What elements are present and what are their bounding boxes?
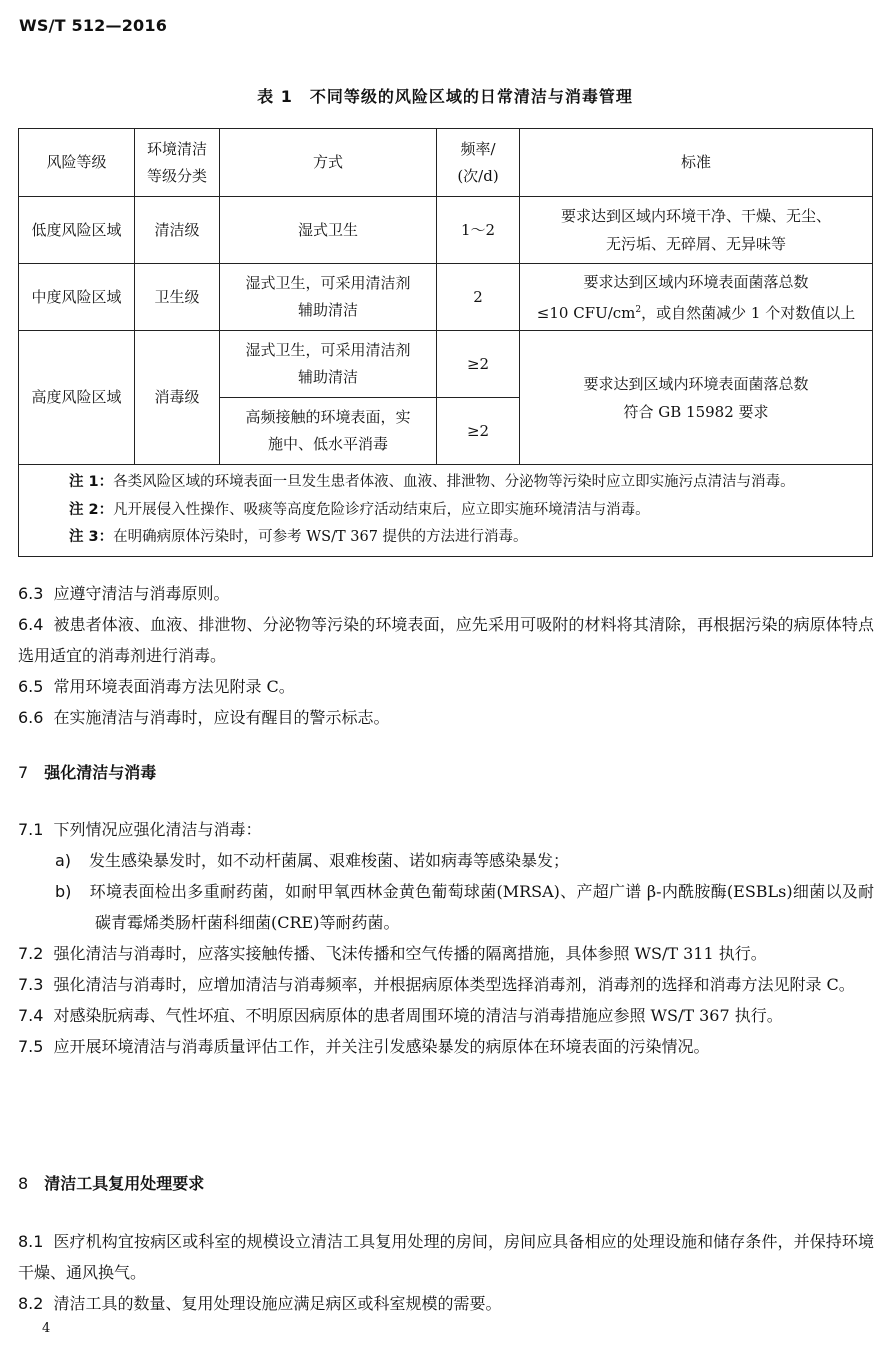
- clause-text: 应遵守清洁与消毒原则。: [53, 584, 230, 603]
- mid-standard: [520, 264, 873, 331]
- clause-7-5: [18, 1031, 874, 1062]
- mid-standard-unit-exponent: 2: [635, 304, 642, 315]
- table-note-2: [69, 497, 872, 525]
- clause-number: 6.6: [18, 708, 44, 727]
- high-standard-line2: 符合 GB 15982 要求: [623, 402, 769, 421]
- note-3-label: 注 3：: [69, 529, 114, 545]
- mid-cleaning-class: 卫生级: [135, 264, 220, 331]
- clause-8-1: [18, 1226, 874, 1288]
- section-6-clauses: [18, 578, 874, 733]
- high-method-1-line2: 辅助清洁: [297, 368, 358, 386]
- table-row-mid-risk: [19, 264, 873, 331]
- clause-7-4: [18, 1000, 874, 1031]
- clause-text: 下列情况应强化清洁与消毒：: [53, 820, 262, 839]
- clause-text: 常用环境表面消毒方法见附录 C。: [53, 677, 295, 696]
- page-number: 4: [42, 1321, 51, 1336]
- high-risk-level: 高度风险区域: [19, 331, 135, 465]
- section-7-clauses: [18, 814, 874, 1062]
- section-8-clauses: [18, 1226, 874, 1319]
- section-title: 清洁工具复用处理要求: [44, 1174, 205, 1193]
- clause-number: 7.5: [18, 1037, 44, 1056]
- clause-number: 6.5: [18, 677, 44, 696]
- note-1-label: 注 1：: [69, 474, 114, 490]
- high-method-2-line2: 施中、低水平消毒: [267, 435, 388, 453]
- clause-number: 7.4: [18, 1006, 44, 1025]
- clause-6-3: [18, 578, 874, 609]
- mid-standard-alt: ，或自然菌减少 1 个对数值以上: [641, 303, 856, 322]
- low-frequency: 1～2: [437, 197, 520, 264]
- header-class-line2: 等级分类: [146, 166, 207, 185]
- section-number: 7: [18, 763, 29, 782]
- table-note-1: [69, 469, 872, 497]
- header-standard: 标准: [520, 129, 873, 197]
- table-row-high-risk-1: [19, 331, 873, 398]
- mid-standard-limit: ≤10 CFU/cm: [536, 303, 636, 322]
- clause-number: 6.3: [18, 584, 44, 603]
- low-standard: [520, 197, 873, 264]
- clause-text: 应开展环境清洁与消毒质量评估工作，并关注引发感染暴发的病原体在环境表面的污染情况。: [53, 1037, 710, 1056]
- high-cleaning-class: 消毒级: [135, 331, 220, 465]
- header-cleaning-class: [135, 129, 220, 197]
- mid-standard-line1: 要求达到区域内环境表面菌落总数: [583, 272, 809, 291]
- high-standard: [520, 331, 873, 465]
- low-standard-line2: 无污垢、无碎屑、无异味等: [605, 235, 786, 253]
- clause-text: 强化清洁与消毒时，应落实接触传播、飞沫传播和空气传播的隔离措施，具体参照 WS/T 311 执行。: [53, 944, 767, 963]
- table-title: 表 1 不同等级的风险区域的日常清洁与消毒管理: [257, 87, 633, 106]
- table-row-low-risk: [19, 197, 873, 264]
- clause-text: 对感染朊病毒、气性坏疽、不明原因病原体的患者周围环境的清洁与消毒措施应参照 WS/T 367 执行。: [53, 1006, 783, 1025]
- table-header-row: [19, 129, 873, 197]
- high-frequency-1: ≥2: [437, 331, 520, 398]
- clause-8-2: [18, 1288, 874, 1319]
- high-method-2-line1: 高频接触的环境表面，实: [245, 408, 411, 426]
- clause-7-2: [18, 938, 874, 969]
- mid-frequency: 2: [437, 264, 520, 331]
- low-risk-level: 低度风险区域: [19, 197, 135, 264]
- high-method-2: [220, 398, 437, 465]
- clause-7-1-a: [18, 845, 874, 876]
- clause-number: 8.2: [18, 1294, 44, 1313]
- header-freq-line2: (次/d): [457, 166, 499, 185]
- clause-7-1-b: [18, 876, 874, 938]
- section-number: 8: [18, 1174, 29, 1193]
- list-marker: a): [55, 851, 72, 870]
- table-notes: [19, 465, 873, 557]
- low-standard-line1: 要求达到区域内环境干净、干燥、无尘、: [560, 207, 831, 225]
- header-class-line1: 环境清洁: [146, 139, 207, 158]
- risk-area-table: [18, 128, 873, 557]
- standard-code-header: WS/T 512—2016: [19, 16, 168, 35]
- clause-7-3: [18, 969, 874, 1000]
- high-frequency-2: ≥2: [437, 398, 520, 465]
- mid-method-line2: 辅助清洁: [297, 301, 358, 319]
- high-standard-line1: 要求达到区域内环境表面菌落总数: [583, 374, 809, 393]
- header-risk-level: 风险等级: [19, 129, 135, 197]
- note-1-text: 各类风险区域的环境表面一旦发生患者体液、血液、排泄物、分泌物等污染时应立即实施污点清洁与消毒。: [113, 474, 795, 490]
- list-text: 发生感染暴发时，如不动杆菌属、艰难梭菌、诺如病毒等感染暴发；: [89, 851, 570, 870]
- list-text: 环境表面检出多重耐药菌，如耐甲氧西林金黄色葡萄球菌(MRSA)、产超广谱 β-内酰胺酶(ESBLs)细菌以及耐碳青霉烯类肠杆菌科细菌(CRE)等耐药菌。: [89, 882, 874, 932]
- mid-standard-line2: [526, 296, 866, 327]
- clause-text: 在实施清洁与消毒时，应设有醒目的警示标志。: [53, 708, 390, 727]
- clause-6-5: [18, 671, 874, 702]
- high-method-1-line1: 湿式卫生，可采用清洁剂: [245, 341, 411, 359]
- table-notes-row: [19, 465, 873, 557]
- high-method-1: [220, 331, 437, 398]
- clause-6-4: [18, 609, 874, 671]
- header-frequency: [437, 129, 520, 197]
- clause-number: 7.1: [18, 820, 44, 839]
- clause-number: 7.3: [18, 975, 44, 994]
- header-method: 方式: [220, 129, 437, 197]
- clause-text: 强化清洁与消毒时，应增加清洁与消毒频率，并根据病原体类型选择消毒剂，消毒剂的选择和消毒方法见附录 C。: [53, 975, 855, 994]
- clause-number: 8.1: [18, 1232, 44, 1251]
- section-8-heading: [18, 1168, 874, 1199]
- clause-7-1: [18, 814, 874, 845]
- mid-method: [220, 264, 437, 331]
- table-note-3: [69, 524, 872, 552]
- header-freq-line1: 频率/: [460, 139, 496, 158]
- section-title: 强化清洁与消毒: [44, 763, 157, 782]
- section-7-heading: [18, 757, 874, 788]
- clause-text: 被患者体液、血液、排泄物、分泌物等污染的环境表面，应先采用可吸附的材料将其清除，再根据污染的病原体特点选用适宜的消毒剂进行消毒。: [18, 615, 874, 665]
- clause-text: 医疗机构宜按病区或科室的规模设立清洁工具复用处理的房间，房间应具备相应的处理设施和储存条件，并保持环境干燥、通风换气。: [18, 1232, 874, 1282]
- low-method: 湿式卫生: [220, 197, 437, 264]
- mid-risk-level: 中度风险区域: [19, 264, 135, 331]
- clause-text: 清洁工具的数量、复用处理设施应满足病区或科室规模的需要。: [53, 1294, 502, 1313]
- clause-number: 7.2: [18, 944, 44, 963]
- clause-number: 6.4: [18, 615, 44, 634]
- mid-method-line1: 湿式卫生，可采用清洁剂: [245, 274, 411, 292]
- low-cleaning-class: 清洁级: [135, 197, 220, 264]
- list-marker: b): [55, 882, 72, 901]
- clause-6-6: [18, 702, 874, 733]
- note-2-text: 凡开展侵入性操作、吸痰等高度危险诊疗活动结束后，应立即实施环境清洁与消毒。: [113, 501, 650, 518]
- note-3-text: 在明确病原体污染时，可参考 WS/T 367 提供的方法进行消毒。: [113, 529, 528, 545]
- note-2-label: 注 2：: [69, 501, 114, 518]
